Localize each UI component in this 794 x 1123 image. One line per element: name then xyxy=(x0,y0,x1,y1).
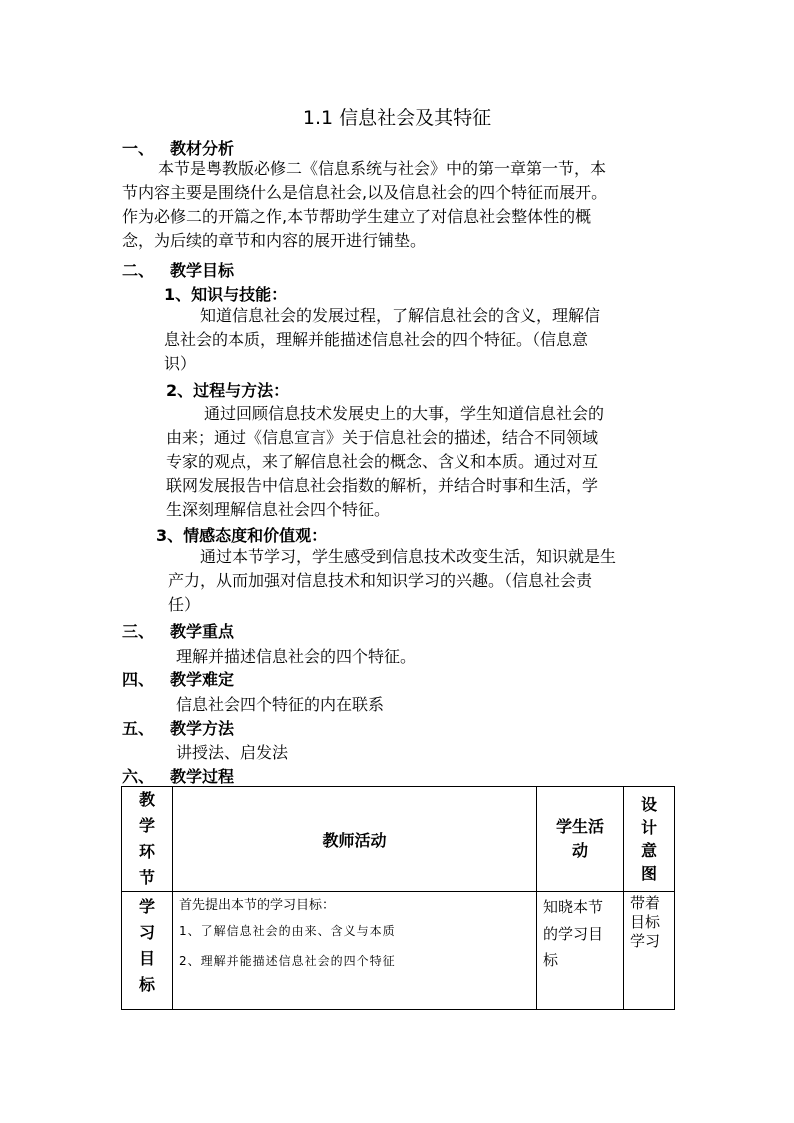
methods-text: 讲授法、启发法 xyxy=(176,743,289,762)
section-heading-3 xyxy=(122,619,234,642)
goal-text-attitude xyxy=(168,545,616,617)
row-student-activity: 知晓本节 的学习目 标 xyxy=(537,892,624,1010)
header-student-activity: 学生活 动 xyxy=(537,787,624,892)
goal-title-attitude: 3、情感态度和价值观： xyxy=(156,526,328,545)
paragraph-line: 联网发展报告中信息社会指数的解析，并结合时事和生活，学 xyxy=(166,476,599,495)
section-heading-5 xyxy=(122,716,234,739)
header-teacher-activity: 教师活动 xyxy=(173,787,537,892)
section-number: 一、 xyxy=(122,139,155,158)
analysis-paragraph xyxy=(122,157,607,253)
paragraph-line: 节内容主要是围绕什么是信息社会,以及信息社会的四个特征而展开。 xyxy=(122,183,608,202)
paragraph-line: 任） xyxy=(168,595,201,614)
section-number: 四、 xyxy=(122,670,155,689)
table-header-row xyxy=(122,787,675,892)
paragraph-line: 通过回顾信息技术发展史上的大事，学生知道信息社会的 xyxy=(204,404,605,423)
section-title: 教学目标 xyxy=(170,261,235,280)
section-heading-4 xyxy=(122,667,234,690)
section-number: 五、 xyxy=(122,719,155,738)
row-teacher-activity: 首先提出本节的学习目标： 1、了解信息社会的由来、含义与本质 2、理解并能描述信息社会的四个特征 xyxy=(173,892,537,1010)
paragraph-line: 息社会的本质，理解并能描述信息社会的四个特征。（信息意 xyxy=(164,330,589,349)
teaching-process-table xyxy=(121,786,675,1010)
paragraph-line: 由来；通过《信息宣言》关于信息社会的描述，结合不同领域 xyxy=(166,428,599,447)
page-title: 1.1 信息社会及其特征 xyxy=(302,107,492,129)
section-title: 教学重点 xyxy=(170,622,235,641)
goal-text-process xyxy=(166,402,604,522)
row-design-intent: 带着 目标 学习 xyxy=(624,892,675,1010)
paragraph-line: 识） xyxy=(164,354,197,373)
paragraph-line: 专家的观点，来了解信息社会的概念、含义和本质。通过对互 xyxy=(166,452,599,471)
section-title: 教学方法 xyxy=(170,719,235,738)
paragraph-line: 通过本节学习，学生感受到信息技术改变生活，知识就是生 xyxy=(200,547,617,566)
goal-title-knowledge: 1、知识与技能： xyxy=(164,285,288,304)
row-stage: 学 习 目 标 xyxy=(122,892,173,1010)
section-number: 二、 xyxy=(122,261,155,280)
section-number: 三、 xyxy=(122,622,155,641)
section-number: 六、 xyxy=(122,767,155,786)
section-heading-2 xyxy=(122,258,234,281)
table-row xyxy=(122,892,675,1010)
header-design-intent: 设 计 意 图 xyxy=(624,787,675,892)
section-title: 教材分析 xyxy=(170,139,235,158)
paragraph-line: 作为必修二的开篇之作,本节帮助学生建立了对信息社会整体性的概 xyxy=(122,207,592,226)
paragraph-line: 产力，从而加强对信息技术和知识学习的兴趣。（信息社会责 xyxy=(168,571,593,590)
paragraph-line: 本节是粤教版必修二《信息系统与社会》中的第一章第一节，本 xyxy=(158,159,607,178)
paragraph-line: 念，为后续的章节和内容的展开进行铺垫。 xyxy=(122,231,427,250)
key-point-text: 理解并描述信息社会的四个特征。 xyxy=(176,647,417,666)
section-title: 教学过程 xyxy=(170,767,235,786)
goal-title-process: 2、过程与方法： xyxy=(166,381,290,400)
paragraph-line: 知道信息社会的发展过程，了解信息社会的含义，理解信 xyxy=(200,306,601,325)
section-heading-6 xyxy=(122,764,234,787)
header-stage: 教 学 环 节 xyxy=(122,787,173,892)
goal-text-knowledge xyxy=(164,304,600,376)
difficulty-text: 信息社会四个特征的内在联系 xyxy=(176,695,385,714)
section-title: 教学难定 xyxy=(170,670,235,689)
paragraph-line: 生深刻理解信息社会四个特征。 xyxy=(166,500,391,519)
section-heading-1 xyxy=(122,136,234,159)
